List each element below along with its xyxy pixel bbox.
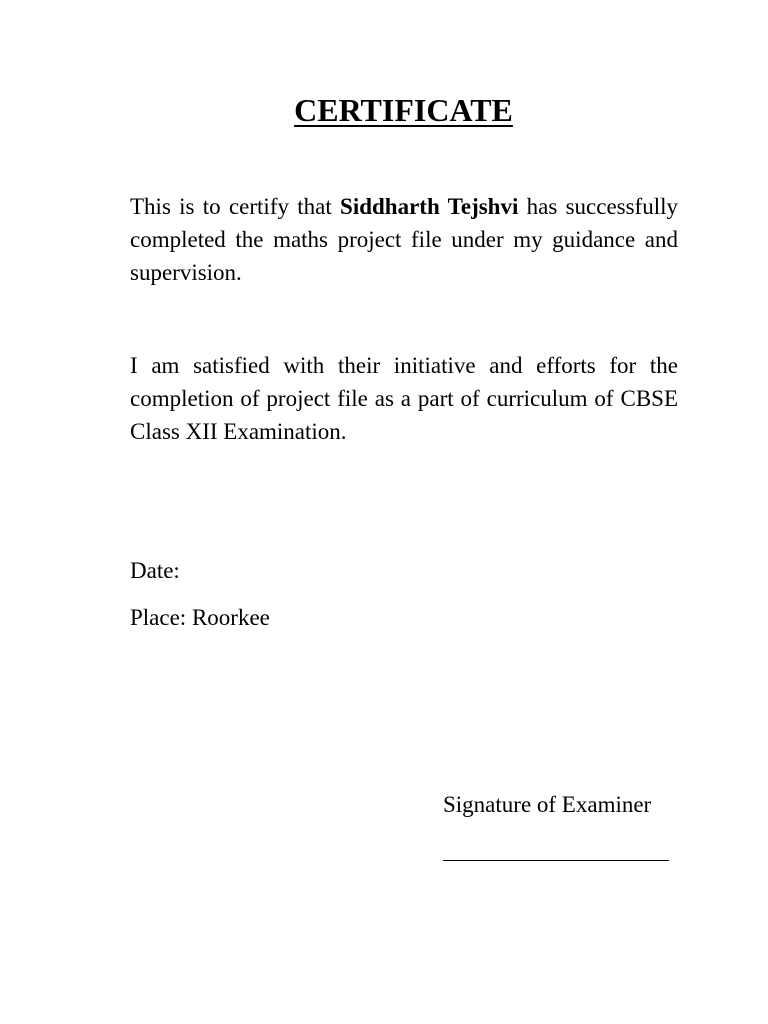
- date-label: Date:: [130, 558, 180, 583]
- place-label: Place: Roorkee: [130, 605, 270, 630]
- student-name: Siddharth Tejshvi: [340, 194, 519, 219]
- satisfaction-paragraph: I am satisfied with their initiative and efforts for the completion of project file as a part of curriculum of CBSE Class XII Examination.: [130, 353, 678, 444]
- signature-label: Signature of Examiner: [443, 792, 652, 817]
- certification-paragraph: [130, 190, 678, 289]
- signature-line: [443, 860, 669, 861]
- certification-text-end: has successfully completed the maths project file under my guidance and supervision.: [130, 194, 678, 285]
- certificate-title: CERTIFICATE: [294, 92, 513, 128]
- certification-text-start: This is to certify that: [130, 194, 341, 219]
